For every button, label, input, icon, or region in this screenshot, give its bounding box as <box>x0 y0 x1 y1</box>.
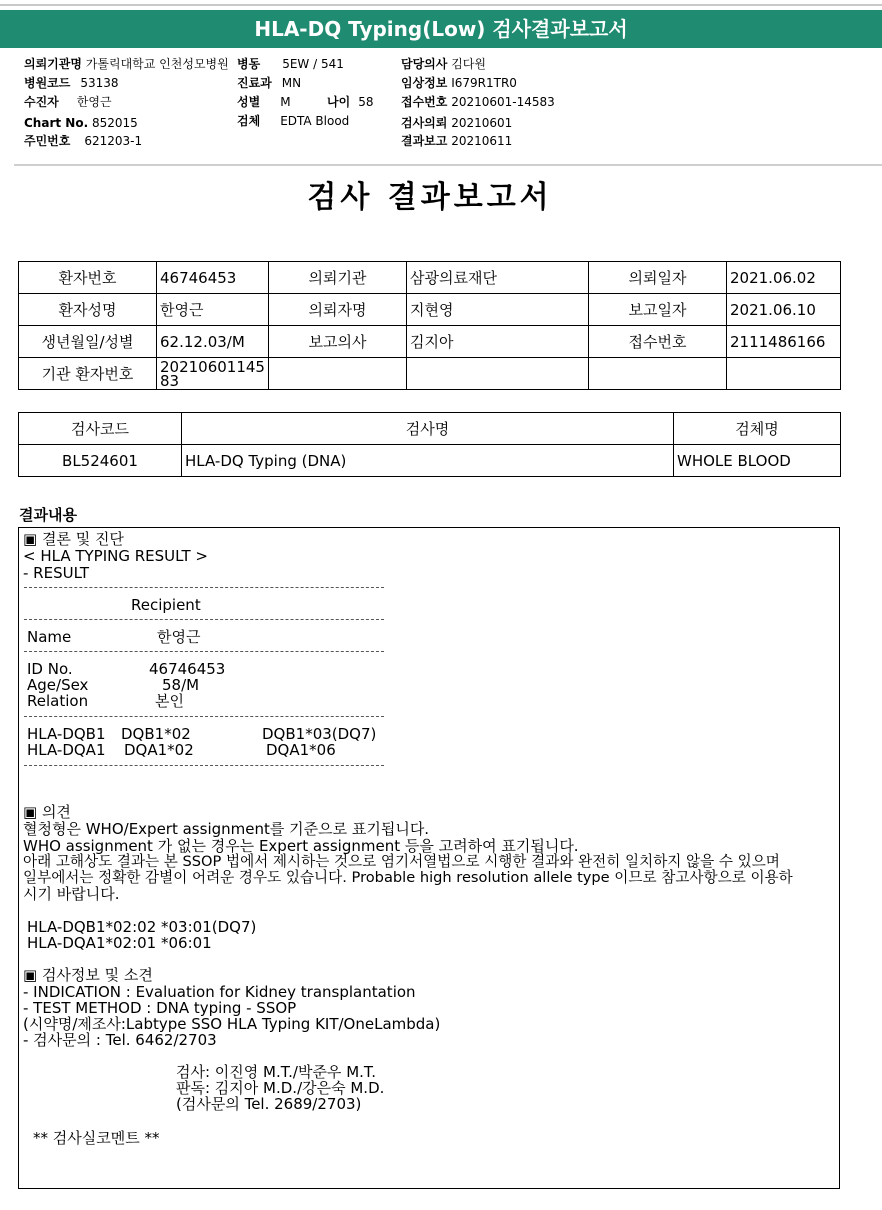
interpreter-signature: 판독: 김지아 M.D./강은숙 M.D. <box>176 1079 385 1097</box>
patient-no-value: 46746453 <box>157 262 269 294</box>
opinion-line-5: 시기 바랍니다. <box>23 885 120 903</box>
header-patient: 수진자 한영근 <box>24 95 112 109</box>
patient-info-table <box>18 261 841 390</box>
recipient-heading: Recipient <box>131 596 201 614</box>
age-sex-value: 58/M <box>162 676 200 694</box>
id-label: ID No. <box>27 660 73 678</box>
inquiry-line: - 검사문의 : Tel. 6462/2703 <box>23 1031 217 1049</box>
table-header-row <box>19 413 841 445</box>
request-date-label: 의뢰일자 <box>589 262 727 294</box>
empty-cell <box>407 358 589 390</box>
header-resident-no: 주민번호 621203-1 <box>24 134 143 148</box>
dashed-divider <box>24 765 384 766</box>
id-value: 46746453 <box>149 660 226 678</box>
test-info-heading: ▣ 검사정보 및 소견 <box>23 966 153 984</box>
test-code-value: BL524601 <box>19 445 182 477</box>
empty-cell <box>589 358 727 390</box>
opinion-line-2: WHO assignment 가 없는 경우는 Expert assignment 등을 고려하여 표기됩니다. <box>23 837 579 855</box>
header-ward: 병동 5EW / 541 <box>237 57 344 71</box>
report-title: 검사 결과보고서 <box>307 180 553 215</box>
hla-typing-result-heading: < HLA TYPING RESULT > <box>23 547 208 565</box>
requesting-institution-value: 삼광의료재단 <box>407 262 589 294</box>
header-clinical-info: 임상정보 I679R1TR0 <box>401 76 517 90</box>
dqb1-label: HLA-DQB1 <box>27 725 106 743</box>
name-value: 한영근 <box>157 628 201 646</box>
conclusion-heading: ▣ 결론 및 진단 <box>23 530 124 548</box>
test-name-header: 검사명 <box>182 413 674 445</box>
test-method-line: - TEST METHOD : DNA typing - SSOP <box>23 999 297 1017</box>
reporting-doctor-label: 보고의사 <box>269 326 407 358</box>
specimen-name-value: WHOLE BLOOD <box>674 445 841 477</box>
result-label: - RESULT <box>23 564 90 582</box>
birthdate-sex-value: 62.12.03/M <box>157 326 269 358</box>
opinion-line-1: 혈청형은 WHO/Expert assignment를 기준으로 표기됩니다. <box>23 820 430 838</box>
result-content-box <box>18 527 840 1189</box>
name-label: Name <box>27 628 72 646</box>
report-date-value: 2021.06.10 <box>727 294 841 326</box>
report-banner-title: HLA-DQ Typing(Low) 검사결과보고서 <box>0 10 882 48</box>
test-name-value: HLA-DQ Typing (DNA) <box>182 445 674 477</box>
lab-comment-heading: ** 검사실코멘트 ** <box>33 1129 160 1147</box>
birthdate-sex-label: 생년월일/성별 <box>19 326 157 358</box>
high-res-dqa1: HLA-DQA1*02:01 *06:01 <box>27 934 212 952</box>
technologist-signature: 검사: 이진영 M.T./박준우 M.T. <box>176 1063 377 1081</box>
accession-no-value: 2111486166 <box>727 326 841 358</box>
reporting-doctor-value: 김지아 <box>407 326 589 358</box>
patient-name-label: 환자성명 <box>19 294 157 326</box>
dashed-divider <box>24 587 384 588</box>
header-hospital-code: 병원코드 53138 <box>24 76 119 90</box>
header-report-date: 결과보고 20210611 <box>401 134 513 148</box>
requester-name-value: 지현영 <box>407 294 589 326</box>
top-rule <box>0 4 882 6</box>
header-chart-no: Chart No. 852015 <box>24 116 138 130</box>
table-row <box>19 294 841 326</box>
accession-no-label: 접수번호 <box>589 326 727 358</box>
age-sex-label: Age/Sex <box>27 676 89 694</box>
opinion-line-4: 일부에서는 정확한 감별이 어려운 경우도 있습니다. Probable high resolution allele type 이므로 참고사항으로 이용하 <box>23 869 793 886</box>
dashed-divider <box>24 716 384 717</box>
header-divider <box>14 164 882 166</box>
test-code-header: 검사코드 <box>19 413 182 445</box>
inquiry-contact: (검사문의 Tel. 2689/2703) <box>176 1095 362 1113</box>
requesting-institution-label: 의뢰기관 <box>269 262 407 294</box>
result-section-title: 결과내용 <box>19 506 77 524</box>
indication-line: - INDICATION : Evaluation for Kidney transplantation <box>23 983 416 1001</box>
dashed-divider <box>24 619 384 620</box>
table-row <box>19 326 841 358</box>
table-row <box>19 262 841 294</box>
header-request-date: 검사의뢰 20210601 <box>401 116 513 130</box>
dqa1-label: HLA-DQA1 <box>27 741 106 759</box>
table-row <box>19 445 841 477</box>
header-ordering-institution: 의뢰기관명 가톨릭대학교 인천성모병원 <box>24 57 229 71</box>
dqb1-allele-1: DQB1*02 <box>121 725 191 743</box>
empty-cell <box>269 358 407 390</box>
dashed-divider <box>24 651 384 652</box>
table-row <box>19 358 841 390</box>
relation-label: Relation <box>27 692 89 710</box>
opinion-line-3: 아래 고해상도 결과는 본 SSOP 법에서 제시하는 것으로 염기서열법으로 시행한 결과와 완전히 일치하지 않을 수 있으며 <box>23 853 780 870</box>
header-specimen: 검체 EDTA Blood <box>237 114 350 128</box>
dqa1-allele-2: DQA1*06 <box>266 741 336 759</box>
header-sex: 성별 M <box>237 95 291 109</box>
specimen-name-header: 검체명 <box>674 413 841 445</box>
dqa1-allele-1: DQA1*02 <box>124 741 194 759</box>
header-age: 나이 58 <box>327 95 374 109</box>
institution-patient-no-value: 2021060114583 <box>157 358 269 390</box>
patient-name-value: 한영근 <box>157 294 269 326</box>
header-accession-no: 접수번호 20210601-14583 <box>401 95 555 109</box>
reagent-line: (시약명/제조사:Labtype SSO HLA Typing KIT/OneLambda) <box>23 1015 441 1033</box>
relation-value: 본인 <box>155 692 184 710</box>
test-table <box>18 412 841 477</box>
request-date-value: 2021.06.02 <box>727 262 841 294</box>
institution-patient-no-label: 기관 환자번호 <box>19 358 157 390</box>
requester-name-label: 의뢰자명 <box>269 294 407 326</box>
high-res-dqb1: HLA-DQB1*02:02 *03:01(DQ7) <box>27 918 257 936</box>
opinion-heading: ▣ 의견 <box>23 803 71 821</box>
header-department: 진료과 MN <box>237 76 302 90</box>
report-date-label: 보고일자 <box>589 294 727 326</box>
patient-no-label: 환자번호 <box>19 262 157 294</box>
dqb1-allele-2: DQB1*03(DQ7) <box>262 725 377 743</box>
empty-cell <box>727 358 841 390</box>
header-attending-doctor: 담당의사 김다원 <box>401 57 486 71</box>
